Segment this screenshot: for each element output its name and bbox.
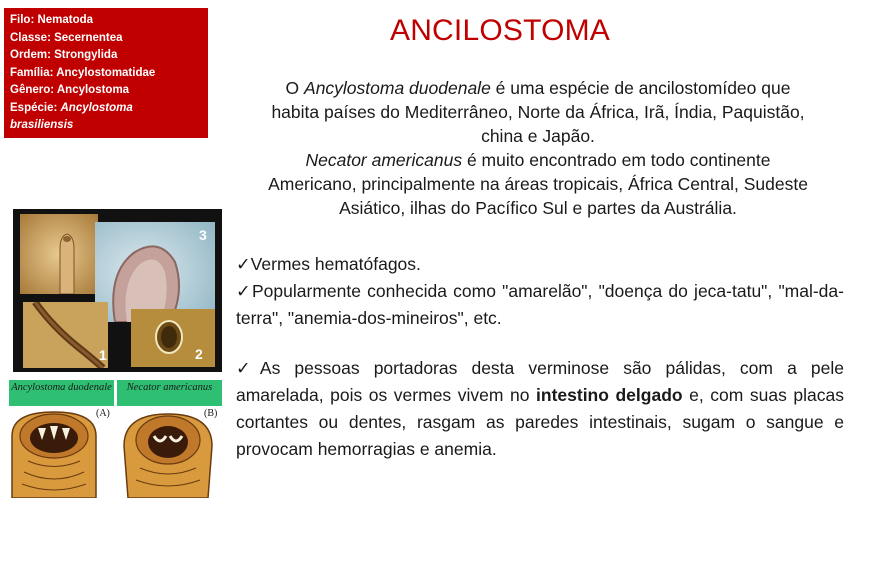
- taxonomy-especie-cont: [10, 117, 202, 135]
- ancylostoma-mouth-drawing: [12, 412, 96, 498]
- intro-p1-rest: é uma espécie de ancilostomídeo que: [490, 78, 791, 98]
- taxonomy-filo: Filo: Nematoda: [10, 14, 94, 26]
- label-necator-americanus: Necator americanus: [117, 380, 222, 406]
- checkmark-icon: ✓: [236, 358, 260, 378]
- taxonomy-familia: Família: Ancylostomatidae: [10, 66, 156, 79]
- bullet-2-text: Popularmente conhecida como "amarelão", "doença do jeca-tatu", "mal-da-terra", "anemia-dos-mineiros", etc.: [236, 281, 844, 328]
- bullet-list: [236, 251, 844, 463]
- buccal-capsule-illustration: [8, 406, 223, 498]
- intro-p2-line2: Americano, principalmente na áreas tropicais, África Central, Sudeste: [268, 174, 808, 194]
- bullet-2: [236, 278, 844, 332]
- label-ancylostoma-duodenale: Ancylostoma duodenale: [9, 380, 114, 406]
- intro-text: [212, 76, 864, 220]
- taxonomy-especie-name-1: Ancylostoma: [60, 101, 133, 114]
- bullet-3-bold: intestino delgado: [536, 385, 683, 405]
- taxonomy-especie: [10, 100, 202, 118]
- intro-p2-rest: é muito encontrado em todo continente: [462, 150, 771, 170]
- label-letter-b: (B): [204, 408, 218, 419]
- bullet-spacer: [236, 332, 844, 355]
- buccal-capsule-drawings: [8, 406, 223, 498]
- taxonomy-especie-name-2: brasiliensis: [10, 119, 74, 131]
- bullet-3-text-after: e, com suas placas cortantes ou dentes, rasgam as paredes intestinais, sugam o sangue e provocam hemorragias e anemia.: [236, 385, 845, 459]
- checkmark-icon: ✓: [236, 254, 251, 274]
- intro-p1-line1: [212, 76, 864, 100]
- bullet-1-text: Vermes hematófagos.: [250, 254, 421, 274]
- intro-p1-prefix: O: [285, 78, 305, 98]
- species-name-necator: Necator americanus: [305, 150, 463, 170]
- photo-number-1: 1: [99, 347, 107, 363]
- intro-p1-line2: habita países do Mediterrâneo, Norte da África, Irã, Índia, Paquistão,: [271, 102, 805, 122]
- photo-number-3: 3: [199, 227, 207, 243]
- bullet-3: [236, 355, 844, 463]
- photo-number-2: 2: [195, 346, 203, 362]
- microscope-photo-panel: [13, 209, 222, 372]
- taxonomy-classe: Classe: Secernentea: [10, 31, 123, 44]
- intro-p2-line3: Asiático, ilhas do Pacífico Sul e partes da Austrália.: [339, 198, 737, 218]
- page-title: ANCILOSTOMA: [389, 14, 611, 47]
- intro-p1-line3: china e Japão.: [481, 126, 595, 146]
- taxonomy-genero: Gênero: Ancylostoma: [10, 84, 130, 96]
- species-name-duodenale: Ancylostoma duodenale: [304, 78, 491, 98]
- intro-p2-line1: [212, 148, 864, 172]
- taxonomy-box: [4, 8, 208, 138]
- taxonomy-ordem: Ordem: Strongylida: [10, 49, 118, 61]
- label-letter-a: (A): [96, 408, 110, 419]
- larva-head-photo: [20, 214, 98, 294]
- checkmark-icon: ✓: [236, 281, 252, 301]
- species-labels: [9, 380, 222, 406]
- worm-body-photo: [23, 302, 108, 368]
- necator-mouth-drawing: [124, 414, 212, 498]
- taxonomy-especie-prefix: Espécie:: [10, 101, 61, 114]
- worm-head-photo: [95, 222, 215, 322]
- bullet-3-text-before: As pessoas portadoras desta verminose são pálidas, com a pele amarelada, pois os vermes vivem no: [236, 358, 844, 405]
- bullet-1: [236, 251, 844, 278]
